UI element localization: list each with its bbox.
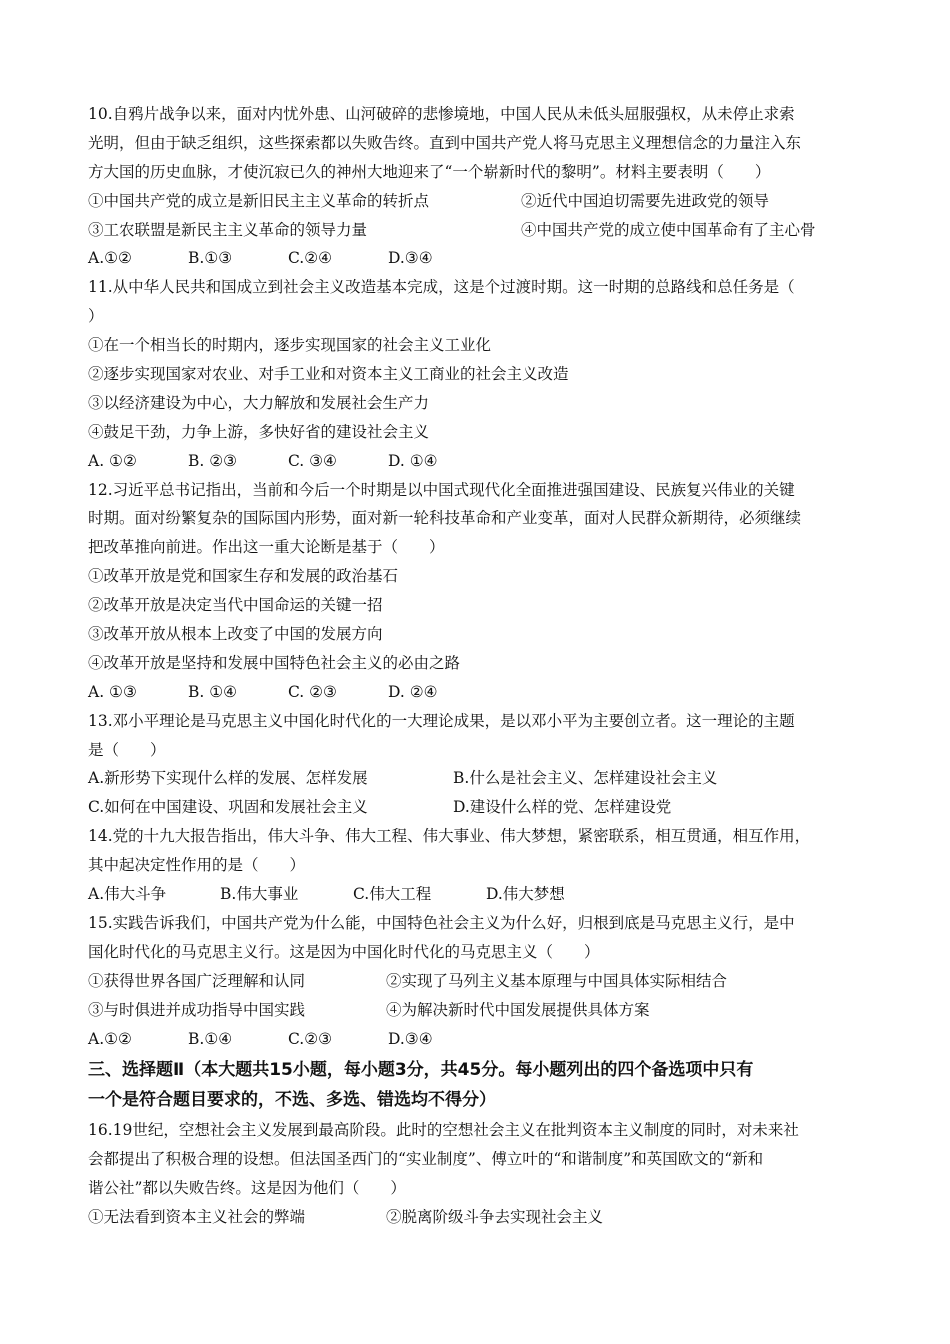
option-1: ①改革开放是党和国家生存和发展的政治基石 xyxy=(88,567,399,586)
option-3: ③改革开放从根本上改变了中国的发展方向 xyxy=(88,625,383,644)
choice-c: C. ③④ xyxy=(288,451,337,470)
option-3: ③与时俱进并成功指导中国实践 xyxy=(88,1000,306,1019)
question-stem-line: 11.从中华人民共和国成立到社会主义改造基本完成，这是个过渡时期。这一时期的总路线和总任务是（ xyxy=(88,278,795,297)
choice-a: A.新形势下实现什么样的发展、怎样发展 xyxy=(88,769,368,788)
question-stem-line: 10.自鸦片战争以来，面对内忧外患、山河破碎的悲惨境地，中国人民从未低头屈服强权，从未停止求索 xyxy=(88,105,795,123)
choice-row xyxy=(88,793,878,822)
option-row xyxy=(88,187,878,216)
choice-row xyxy=(88,447,878,476)
option-3: ③工农联盟是新民主主义革命的领导力量 xyxy=(88,220,368,239)
option-row xyxy=(88,996,878,1025)
option-4: ④改革开放是坚持和发展中国特色社会主义的必由之路 xyxy=(88,653,461,672)
option-2: ②改革开放是决定当代中国命运的关键一招 xyxy=(88,596,383,615)
question-stem-line: 16.19世纪，空想社会主义发展到最高阶段。此时的空想社会主义在批判资本主义制度的同时，对未来社 xyxy=(88,1121,799,1140)
option-row xyxy=(88,1203,878,1232)
option-row xyxy=(88,967,878,996)
question-10 xyxy=(88,100,878,273)
choice-b: B.①③ xyxy=(188,249,233,268)
choice-c: C.②③ xyxy=(288,1029,333,1048)
question-stem-line: 光明，但由于缺乏组织，这些探索都以失败告终。直到中国共产党人将马克思主义理想信念的力量注入东 xyxy=(88,133,802,152)
exam-page xyxy=(88,100,878,1232)
option-1: ①获得世界各国广泛理解和认同 xyxy=(88,971,306,990)
option-2: ②实现了马列主义基本原理与中国具体实际相结合 xyxy=(386,971,728,990)
option-2: ②近代中国迫切需要先进政党的领导 xyxy=(521,191,770,210)
choice-row xyxy=(88,764,878,793)
question-stem-line: 把改革推向前进。作出这一重大论断是基于（ ） xyxy=(88,538,445,557)
option-1: ①中国共产党的成立是新旧民主主义革命的转折点 xyxy=(88,191,430,210)
question-stem-line: 其中起决定性作用的是（ ） xyxy=(88,856,306,875)
option-2: ②逐步实现国家对农业、对手工业和对资本主义工商业的社会主义改造 xyxy=(88,365,569,384)
question-stem-line: 时期。面对纷繁复杂的国际国内形势，面对新一轮科技革命和产业变革，面对人民群众新期待，必须继续 xyxy=(88,509,802,528)
section-heading-line: 三、选择题Ⅱ（本大题共15小题，每小题3分，共45分。每小题列出的四个备选项中只有 xyxy=(88,1060,754,1081)
question-stem-line: 是（ ） xyxy=(88,740,166,759)
question-16 xyxy=(88,1116,878,1232)
choice-b: B.什么是社会主义、怎样建设社会主义 xyxy=(453,769,718,788)
option-row xyxy=(88,216,878,245)
question-stem-line: 12.习近平总书记指出，当前和今后一个时期是以中国式现代化全面推进强国建设、民族复兴伟业的关键 xyxy=(88,480,795,499)
choice-c: C.如何在中国建设、巩固和发展社会主义 xyxy=(88,798,368,817)
question-stem-line: 13.邓小平理论是马克思主义中国化时代化的一大理论成果，是以邓小平为主要创立者。这一理论的主题 xyxy=(88,711,795,730)
section-heading xyxy=(88,1055,878,1115)
question-stem-line: 14.党的十九大报告指出，伟大斗争、伟大工程、伟大事业、伟大梦想，紧密联系，相互贯通，相互作用， xyxy=(88,827,811,846)
question-14 xyxy=(88,822,878,909)
choice-d: D. ②④ xyxy=(388,682,438,701)
question-stem-line: 国化时代化的马克思主义行。这是因为中国化时代化的马克思主义（ ） xyxy=(88,942,600,961)
choice-a: A. ①③ xyxy=(88,682,137,701)
option-2: ②脱离阶级斗争去实现社会主义 xyxy=(386,1208,604,1227)
option-1: ①无法看到资本主义社会的弊端 xyxy=(88,1208,306,1227)
choice-a: A.①② xyxy=(88,249,132,268)
choice-a: A. ①② xyxy=(88,451,137,470)
option-4: ④为解决新时代中国发展提供具体方案 xyxy=(386,1000,650,1019)
choice-a: A.①② xyxy=(88,1029,132,1048)
choice-d: D. ①④ xyxy=(388,451,438,470)
option-3: ③以经济建设为中心，大力解放和发展社会生产力 xyxy=(88,393,430,412)
choice-b: B. ①④ xyxy=(188,682,238,701)
question-15 xyxy=(88,909,878,1053)
option-4: ④鼓足干劲，力争上游，多快好省的建设社会主义 xyxy=(88,422,430,441)
choice-c: C. ②③ xyxy=(288,682,337,701)
section-heading-line: 一个是符合题目要求的，不选、多选、错选均不得分） xyxy=(88,1090,496,1111)
choice-row xyxy=(88,244,878,273)
choice-c: C.②④ xyxy=(288,249,333,268)
choice-d: D.③④ xyxy=(388,1029,433,1048)
option-4: ④中国共产党的成立使中国革命有了主心骨 xyxy=(521,220,816,239)
choice-b: B. ②③ xyxy=(188,451,238,470)
question-stem-line: 15.实践告诉我们，中国共产党为什么能，中国特色社会主义为什么好，归根到底是马克思主义行，是中 xyxy=(88,913,795,932)
option-1: ①在一个相当长的时期内，逐步实现国家的社会主义工业化 xyxy=(88,336,492,355)
choice-row xyxy=(88,1025,878,1054)
choice-a: A.伟大斗争 xyxy=(88,885,167,904)
choice-b: B.①④ xyxy=(188,1029,233,1048)
question-stem-line: 会都提出了积极合理的设想。但法国圣西门的“实业制度”、傅立叶的“和谐制度”和英国欧文的“新和 xyxy=(88,1150,764,1169)
choice-d: D.伟大梦想 xyxy=(486,885,565,904)
choice-row xyxy=(88,678,878,707)
question-stem-line: ） xyxy=(88,307,104,326)
question-12 xyxy=(88,476,878,707)
choice-d: D.建设什么样的党、怎样建设党 xyxy=(453,798,672,817)
question-stem-line: 谐公社”都以失败告终。这是因为他们（ ） xyxy=(88,1179,406,1198)
choice-row xyxy=(88,880,878,909)
choice-b: B.伟大事业 xyxy=(220,885,299,904)
choice-c: C.伟大工程 xyxy=(353,885,432,904)
question-stem-line: 方大国的历史血脉，才使沉寂已久的神州大地迎来了“一个崭新时代的黎明”。材料主要表明（ ） xyxy=(88,162,771,181)
choice-d: D.③④ xyxy=(388,249,433,268)
question-13 xyxy=(88,707,878,823)
question-11 xyxy=(88,273,878,475)
